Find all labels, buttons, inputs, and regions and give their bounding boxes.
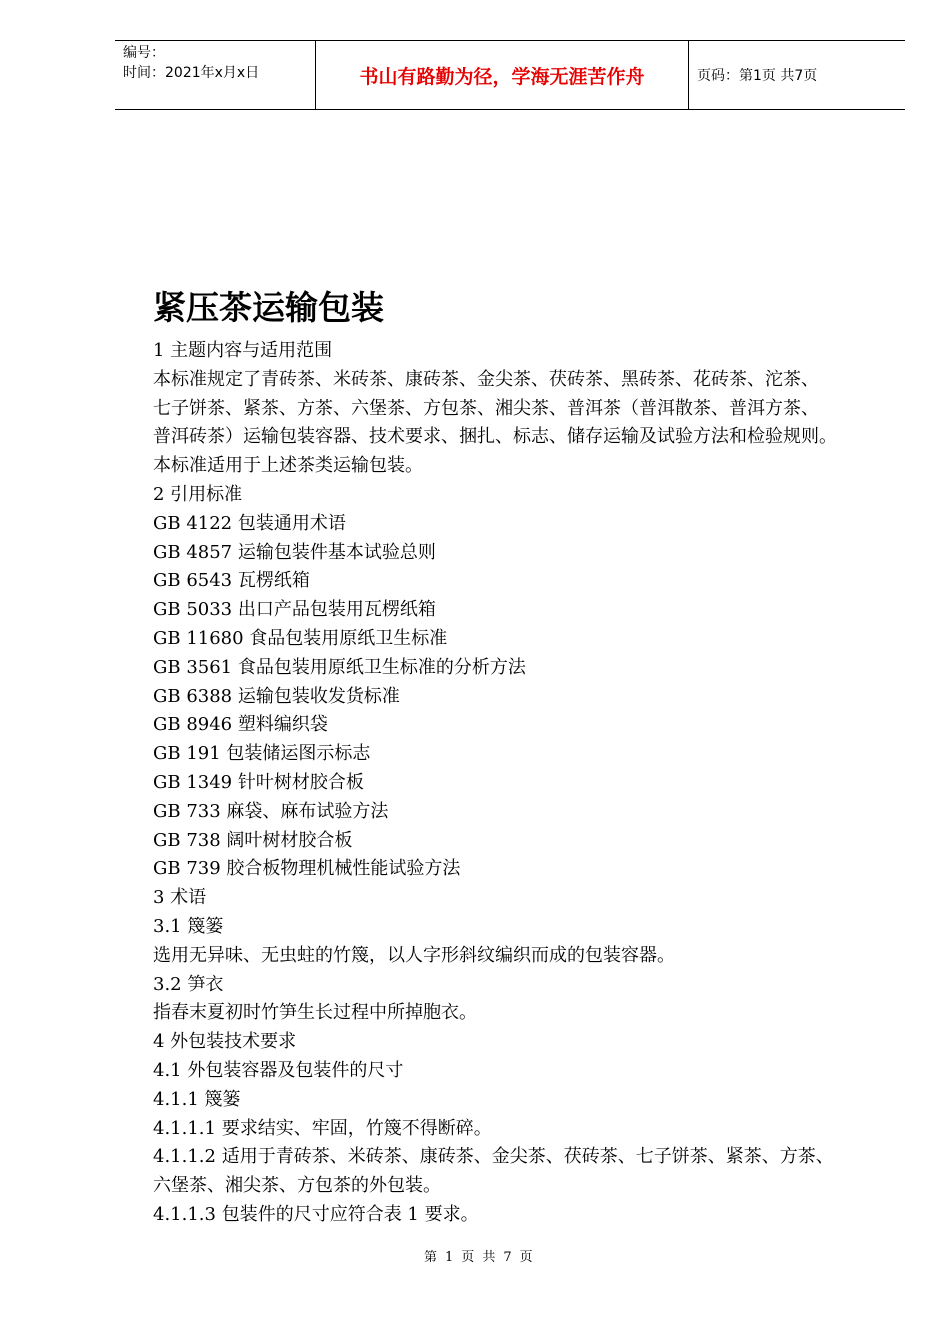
body-line: 普洱砖茶）运输包装容器、技术要求、捆扎、标志、储存运输及试验方法和检验规则。 xyxy=(153,426,837,448)
body-line: GB 5033 出口产品包装用瓦楞纸箱 xyxy=(153,599,436,621)
body-line: 4 外包装技术要求 xyxy=(153,1031,297,1053)
footer-di: 第 xyxy=(424,1250,438,1265)
document-title: 紧压茶运输包装 xyxy=(153,288,384,327)
body-line: GB 6543 瓦楞纸箱 xyxy=(153,570,310,592)
footer-ye2: 页 xyxy=(519,1250,533,1265)
body-line: GB 739 胶合板物理机械性能试验方法 xyxy=(153,858,461,880)
body-line: 4.1 外包装容器及包装件的尺寸 xyxy=(153,1059,404,1081)
body-line: GB 733 麻袋、麻布试验方法 xyxy=(153,800,389,822)
time-label: 时间：2021年x月x日 xyxy=(123,65,260,81)
footer-gong: 共 xyxy=(482,1250,496,1265)
body-line: GB 11680 食品包装用原纸卫生标准 xyxy=(153,627,448,649)
body-line: 2 引用标准 xyxy=(153,483,243,505)
body-line: GB 4122 包装通用术语 xyxy=(153,512,346,534)
header-motto: 书山有路勤为径，学海无涯苦作舟 xyxy=(315,41,689,109)
page-header xyxy=(115,40,905,110)
body-line: GB 191 包装储运图示标志 xyxy=(153,743,371,765)
body-line: GB 738 阔叶树材胶合板 xyxy=(153,829,353,851)
body-line: 3.1 篾篓 xyxy=(153,915,224,937)
body-line: 3.2 笋衣 xyxy=(153,973,224,995)
body-line: 指春末夏初时竹笋生长过程中所掉胞衣。 xyxy=(153,1002,477,1024)
body-line: GB 1349 针叶树材胶合板 xyxy=(153,771,364,793)
page-footer xyxy=(0,1246,950,1265)
header-page-info: 页码：第1页 共7页 xyxy=(697,68,818,84)
body-line: 4.1.1.1 要求结实、牢固，竹篾不得断碎。 xyxy=(153,1117,492,1139)
body-line: GB 6388 运输包装收发货标准 xyxy=(153,685,400,707)
body-line: 本标准规定了青砖茶、米砖茶、康砖茶、金尖茶、茯砖茶、黑砖茶、花砖茶、沱茶、 xyxy=(153,368,819,390)
body-line: GB 4857 运输包装件基本试验总则 xyxy=(153,541,436,563)
header-meta xyxy=(115,41,315,109)
body-line: GB 8946 塑料编织袋 xyxy=(153,714,328,736)
footer-total-pages: 7 xyxy=(503,1250,512,1265)
document-body xyxy=(153,337,873,1230)
body-line: 4.1.1 篾篓 xyxy=(153,1088,241,1110)
serial-label: 编号： xyxy=(123,45,165,61)
body-line: 六堡茶、湘尖茶、方包茶的外包装。 xyxy=(153,1175,441,1197)
footer-ye: 页 xyxy=(461,1250,475,1265)
body-line: 4.1.1.3 包装件的尺寸应符合表 1 要求。 xyxy=(153,1203,479,1225)
body-line: 选用无异味、无虫蛀的竹篾，以人字形斜纹编织而成的包装容器。 xyxy=(153,944,675,966)
body-line: 4.1.1.2 适用于青砖茶、米砖茶、康砖茶、金尖茶、茯砖茶、七子饼茶、紧茶、方茶、 xyxy=(153,1146,834,1168)
body-line: 本标准适用于上述茶类运输包装。 xyxy=(153,455,423,477)
body-line: 1 主题内容与适用范围 xyxy=(153,340,333,361)
body-line: GB 3561 食品包装用原纸卫生标准的分析方法 xyxy=(153,656,526,678)
body-line: 七子饼茶、紧茶、方茶、六堡茶、方包茶、湘尖茶、普洱茶（普洱散茶、普洱方茶、 xyxy=(153,397,819,419)
body-line: 3 术语 xyxy=(153,887,207,909)
footer-page-number: 1 xyxy=(445,1250,454,1265)
